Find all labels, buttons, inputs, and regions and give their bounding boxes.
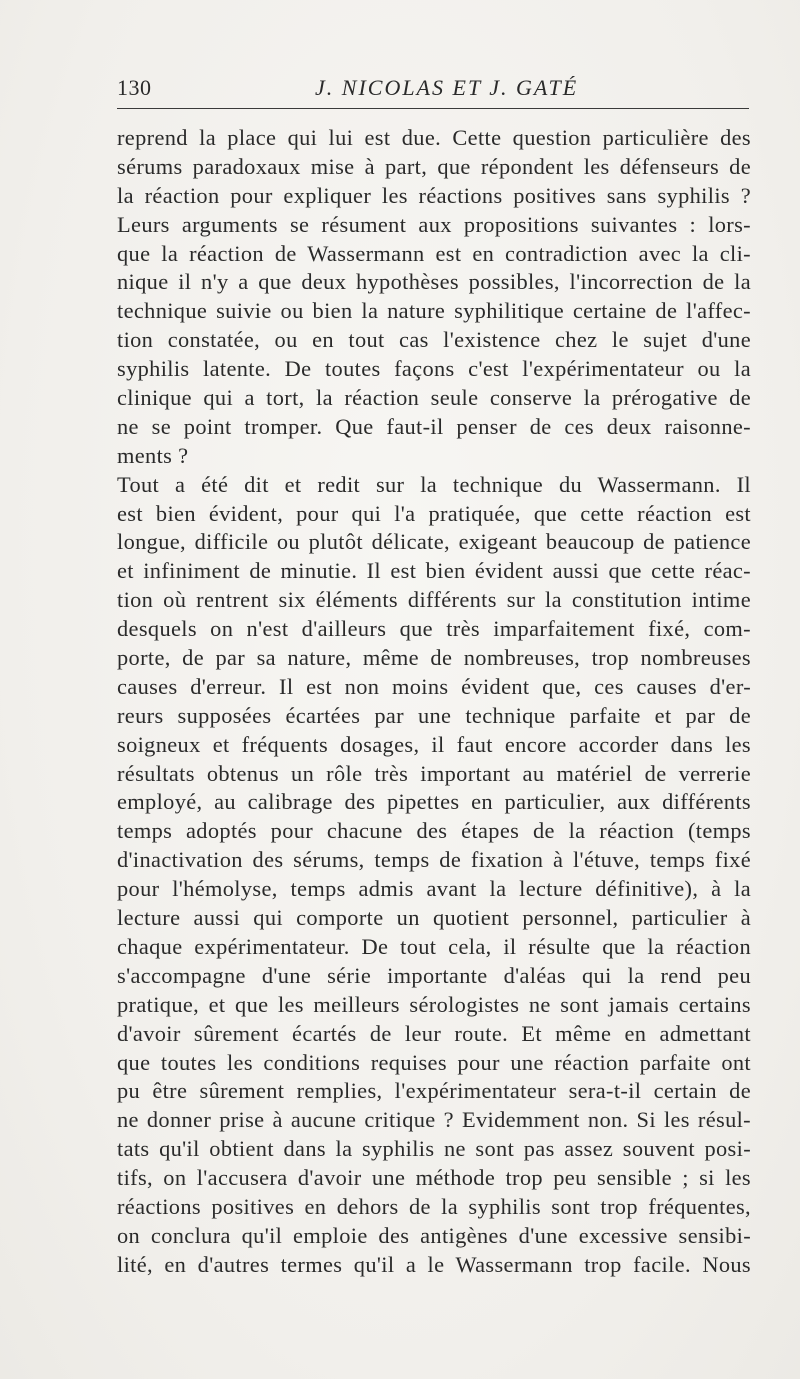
text-line: porte, de par sa nature, même de nombreuses, trop nombreuses [117, 645, 751, 671]
text-line: ne se point tromper. Que faut-il penser de ces deux raisonne- [117, 413, 751, 439]
text-line: reurs supposées écartées par une technique parfaite et par de [117, 702, 751, 728]
text-line: tion où rentrent six éléments différents sur la constitution intime [117, 587, 751, 613]
text-line: pu être sûrement remplies, l'expérimentateur sera-t-il certain de [117, 1078, 751, 1104]
text-line: Leurs arguments se résument aux propositions suivantes : lors- [117, 211, 751, 237]
text-line: que toutes les conditions requises pour une réaction parfaite ont [117, 1049, 751, 1075]
text-line: et infiniment de minutie. Il est bien évident aussi que cette réac- [117, 558, 751, 584]
text-line: lecture aussi qui comporte un quotient personnel, particulier à [117, 905, 751, 931]
running-title: J. NICOLAS ET J. GATÉ [315, 75, 579, 100]
text-line: tion constatée, ou en tout cas l'existence chez le sujet d'une [117, 327, 751, 353]
page-number: 130 [117, 75, 152, 100]
text-line: pratique, et que les meilleurs sérologistes ne sont jamais certains [117, 991, 751, 1017]
text-line: s'accompagne d'une série importante d'aléas qui la rend peu [117, 962, 751, 988]
text-line: que la réaction de Wassermann est en contradiction avec la cli- [117, 240, 751, 266]
text-line-paragraph-start: Tout a été dit et redit sur la technique du Wassermann. Il [117, 471, 751, 497]
text-line: reprend la place qui lui est due. Cette question particulière des [117, 125, 751, 150]
text-line: nique il n'y a que deux hypothèses possibles, l'incorrection de la [117, 269, 751, 295]
text-line: syphilis latente. De toutes façons c'est l'expérimentateur ou la [117, 356, 751, 382]
text-line: on conclura qu'il emploie des antigènes d'une excessive sensibi- [117, 1222, 751, 1248]
text-line: ne donner prise à aucune critique ? Evidemment non. Si les résul- [117, 1107, 751, 1133]
text-line: employé, au calibrage des pipettes en particulier, aux différents [117, 789, 751, 815]
text-line: chaque expérimentateur. De tout cela, il résulte que la réaction [117, 933, 751, 959]
text-line: d'inactivation des sérums, temps de fixation à l'étuve, temps fixé [117, 847, 751, 873]
text-line: résultats obtenus un rôle très important au matériel de verrerie [117, 760, 751, 786]
text-line: soigneux et fréquents dosages, il faut encore accorder dans les [117, 731, 751, 757]
header-rule [117, 108, 749, 109]
text-line: réactions positives en dehors de la syphilis sont trop fréquentes, [117, 1193, 751, 1219]
text-line: causes d'erreur. Il est non moins évident que, ces causes d'er- [117, 673, 751, 699]
text-line: d'avoir sûrement écartés de leur route. Et même en admettant [117, 1020, 751, 1046]
text-line: temps adoptés pour chacune des étapes de la réaction (temps [117, 818, 751, 844]
body-text [117, 124, 751, 1280]
text-line: tats qu'il obtient dans la syphilis ne sont pas assez souvent posi- [117, 1136, 751, 1162]
text-line: lité, en d'autres termes qu'il a le Wassermann trop facile. Nous [117, 1251, 751, 1277]
text-line-paragraph-end: ments ? [117, 442, 189, 468]
text-line: est bien évident, pour qui l'a pratiquée, que cette réaction est [117, 500, 751, 526]
text-line: la réaction pour expliquer les réactions positives sans syphilis ? [117, 182, 751, 208]
text-line: tifs, on l'accusera d'avoir une méthode trop peu sensible ; si les [117, 1165, 751, 1191]
text-line: longue, difficile ou plutôt délicate, exigeant beaucoup de patience [117, 529, 751, 555]
text-line: sérums paradoxaux mise à part, que répondent les défenseurs de [117, 153, 751, 179]
text-line: desquels on n'est d'ailleurs que très imparfaitement fixé, com- [117, 616, 751, 642]
running-head [117, 75, 749, 105]
text-line: clinique qui a tort, la réaction seule conserve la prérogative de [117, 385, 751, 411]
text-line: technique suivie ou bien la nature syphilitique certaine de l'affec- [117, 298, 751, 324]
text-line: pour l'hémolyse, temps admis avant la lecture définitive), à la [117, 876, 751, 902]
